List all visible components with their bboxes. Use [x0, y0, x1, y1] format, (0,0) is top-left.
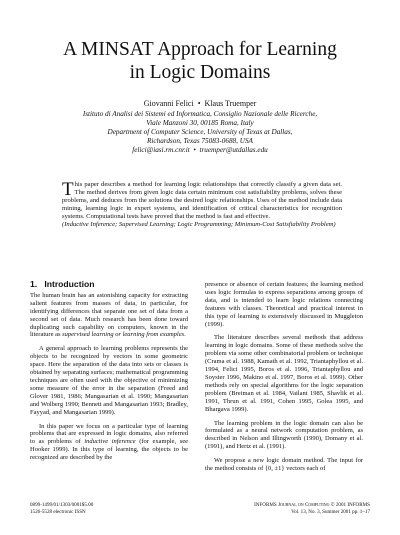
section-heading	[30, 281, 188, 289]
author-block	[0, 99, 400, 155]
right-paragraph-4: We propose a new logic domain method. The input for the method consists of {0, ±1} vectors each of	[205, 457, 363, 473]
abstract-dropcap: T	[62, 179, 74, 200]
right-paragraph-2: The literature describes several methods that address learning in logic domains. Some of these methods solve the problem via some other combinatorial problem or technique (Crama et al. 1988, Kamath et al. 1992, Triantaphyllou et al. 1994, Felici 1995, Boros et al. 1996, Triantaphyllou and Soyster 1996, Makino et al. 1997, Boros et al. 1999). Other methods rely on special algorithms for the logic separation problem (Breiman et al. 1984, Vailant 1985, Shavlik et al. 1991, Thrun et al. 1991, Cohen 1995, Golea 1995, and Bhargava 1999).	[205, 334, 363, 413]
email-1: felici@iasi.rm.cnr.it	[132, 146, 190, 154]
footer-journal	[230, 502, 370, 515]
footer-issn	[30, 502, 180, 515]
affiliation-1-address: Viale Manzoni 30, 00185 Roma, Italy	[146, 119, 254, 127]
section-number: 1.	[30, 279, 38, 289]
author-2: Klaus Truemper	[204, 99, 257, 108]
footer-journal-line: INFORMS Journal on Computing © 2001 INFORMS	[254, 502, 370, 508]
left-column	[30, 281, 188, 462]
section-title: Introduction	[44, 279, 95, 289]
author-emails	[0, 146, 400, 155]
title-line-1: A MINSAT Approach for Learning	[63, 39, 337, 60]
affiliation-2: Department of Computer Science, University of Texas at Dallas,	[107, 128, 293, 136]
affiliation-2-address: Richardson, Texas 75083-0688, USA	[147, 137, 253, 145]
email-separator: •	[191, 146, 198, 154]
title-line-2: in Logic Domains	[129, 62, 271, 83]
footer-issn-electronic: 1526-5528 electronic ISSN	[30, 508, 86, 515]
left-paragraph-3: In this paper we focus on a particular type of learning problems that are expressed in logic domains, also referred to as problems of inductive inference (for example, see Hooker 1999). In this type of learning, the objects to be recognized are described by the	[30, 422, 189, 462]
author-1: Giovanni Felici	[143, 99, 194, 108]
right-paragraph-1: presence or absence of certain features; the learning method uses logic formulas to express separations among groups of data, and is intended to learn logic relations connecting features with classes. Theoretical and practical interest in this type of learning is extensively discussed in Muggleton (1999).	[205, 281, 363, 328]
affiliation-1: Istituto di Analisi dei Sistemi ed Informatica, Consiglio Nazionale delle Ricerche,	[82, 110, 318, 118]
author-names	[0, 99, 400, 108]
abstract	[62, 181, 342, 230]
footer-issn-print: 0899-1499/01/1303/0001$5.00	[30, 502, 94, 508]
left-paragraph-1: The human brain has an astonishing capacity for extracting salient features from masses of data, in particular, for identifying differences that separate one set of data from a second set of data. Much research has been done toward duplicating such capability on computers, known in the literature as supervised learning or learning from examples.	[30, 291, 188, 339]
abstract-body: his paper describes a method for learning logic relationships that correctly classify a given data set. The method derives from given logic data certain minimum cost satisfiability problems, solves these problems, and deduces from the solutions the desired logic relationships. Uses of the method include data mining, learning logic in expert systems, and identification of critical characteristics for recognition systems. Computational tests have proved that the method is fast and effective.	[62, 181, 342, 221]
author-separator: •	[195, 99, 203, 108]
email-2: truemper@utdallas.edu	[199, 146, 268, 154]
right-paragraph-3: The learning problem in the logic domain can also be formulated as a neural network computation problem, as described in Nelson and Illingworth (1990), Domany et al. (1991), and Hertz et al. (1991).	[205, 419, 363, 451]
right-column	[205, 281, 363, 473]
abstract-keywords: (Inductive Inference; Supervised Learning; Logic Programming; Minimum-Cost Satisfiability Problem)	[62, 221, 336, 229]
footer-volume: Vol. 13, No. 3, Summer 2001 pp. 1–17	[291, 508, 370, 515]
left-paragraph-2: A general approach to learning problems represents the objects to be recognized by vectors in some geometric space. Here the separation of the data into sets or classes is obtained by separating surfaces; mathematical programming techniques are often used with the objective of minimizing some measure of the error in the separation (Freed and Glover 1981, 1986; Mangasarian et al. 1990; Mangasarian and Wolberg 1990; Bennett and Mangasarian 1993; Bradley, Fayyad, and Mangasarian 1999).	[30, 345, 188, 416]
paper-title	[0, 38, 400, 84]
